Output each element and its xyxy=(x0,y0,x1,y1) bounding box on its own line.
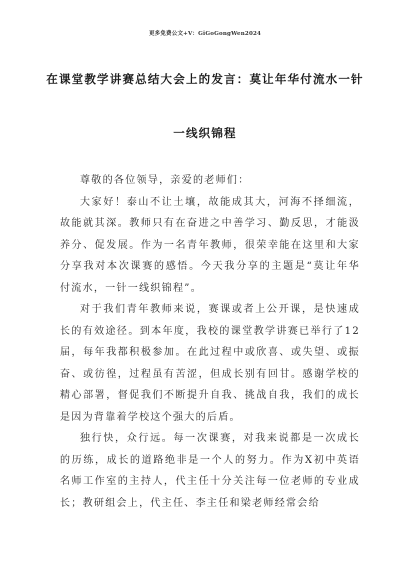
document-title-line-1: 在课堂教学讲赛总结大会上的发言：莫让年华付流水一针 xyxy=(46,72,364,86)
body-paragraph: 大家好！泰山不让土壤，故能成其大，河海不择细流，故能就其深。教师只有在奋进之中善学习、勤反思，才能汲养分、促发展。作为一名青年教师，很荣幸能在这里和大家分享我对本次课赛的感悟。今天我分享的主题是“莫让年华付流水，一针一线织锦程”。 xyxy=(60,196,360,294)
body-paragraph: 对于我们青年教师来说，赛课或者上公开课，是快速成长的有效途径。到本年度，我校的课堂教学讲赛已举行了12届，每年我都积极参加。在此过程中或欣喜、或失望、或振奋、或彷徨，过程虽有苦涩，但成长别有回甘。感谢学校的精心部署，督促我们不断提升自我、挑战自我，我们的成长是因为背靠着学校这个强大的后盾。 xyxy=(60,304,360,423)
body-paragraph: 独行快，众行远。每一次课赛，对我来说都是一次成长的历练，成长的道路绝非是一个人的努力。作为X初中英语名师工作室的主持人，代主任十分关注每一位老师的专业成长；教研组会上，代主任、李主任和梁老师经常会给 xyxy=(60,433,360,509)
salutation-paragraph: 尊敬的各位领导，亲爱的老师们： xyxy=(80,175,250,186)
header-watermark: 更多免费公文+V：GiGoGongWen2024 xyxy=(148,31,262,37)
document-body xyxy=(60,170,360,514)
document-title-line-2: 一线织锦程 xyxy=(173,126,237,140)
